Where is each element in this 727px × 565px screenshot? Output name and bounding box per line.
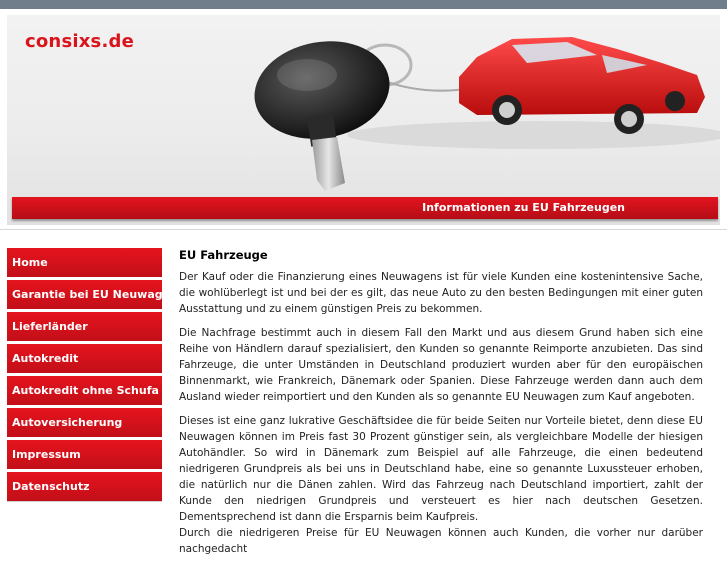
nav-item-autokredit-ohne-schufa[interactable]: Autokredit ohne Schufa <box>7 376 162 405</box>
site-logo[interactable]: consixs.de <box>25 31 134 52</box>
nav-divider <box>7 501 162 502</box>
content-paragraph: Der Kauf oder die Finanzierung eines Neuwagens ist für viele Kunden eine kostenintensive Sache, die wohlüberlegt ist und bei der es gilt, das neue Auto zu den besten Bedingungen mit einer guten Ausstattung und zu einem günstigen Preis zu bekommen. <box>179 271 703 315</box>
main-content <box>179 248 703 565</box>
content-paragraph: Dieses ist eine ganz lukrative Geschäftsidee die für beide Seiten nur Vorteile bietet, denn diese EU Neuwagen können im Preis fast 30 Prozent günstiger sein, als vergleichbare Modelle der hiesigen Autohändler. So wird in Dänemark zum Beispiel auf alle Fahrzeuge, die einen bedeutend niedrigeren Grundpreis als bei uns in Deutschland habe, eine so genannte Luxussteuer erhoben, die natürlich nur die Dänen zahlen. Wird das Fahrzeug nach Deutschland importiert, zahlt der Kunde den niedrigen Grundpreis und versteuert es hier nach deutschen Gesetzen. Dementsprechend ist dann die Ersparnis beim Kaufpreis. <box>179 415 703 523</box>
sidebar-nav <box>7 248 178 504</box>
content-paragraph: Die Nachfrage bestimmt auch in diesem Fall den Markt und aus diesem Grund haben sich eine Reihe von Händlern darauf spezialisiert, den Kunden so genannte Reimporte anzubieten. Das sind Fahrzeuge, die unter Umständen in Deutschland produziert wurden aber für den europäischen Binnenmarkt, wie Frankreich, Dänemark oder Spanien. Diese Fahrzeuge werden dann auch dem Ausland wieder reimportiert und den Kunden als so genannte EU Neuwagen zum Kauf angeboten. <box>179 327 703 403</box>
header-divider <box>0 229 727 230</box>
nav-item-home[interactable]: Home <box>7 248 162 277</box>
nav-item-impressum[interactable]: Impressum <box>7 440 162 469</box>
nav-item-autokredit[interactable]: Autokredit <box>7 344 162 373</box>
nav-item-garantie[interactable]: Garantie bei EU Neuwagen <box>7 280 162 309</box>
nav-item-autoversicherung[interactable]: Autoversicherung <box>7 408 162 437</box>
header-tagline: Informationen zu EU Fahrzeugen <box>422 201 625 214</box>
page-title: EU Fahrzeuge <box>179 248 268 262</box>
top-bar <box>0 0 727 9</box>
nav-item-datenschutz[interactable]: Datenschutz <box>7 472 162 501</box>
header-strip <box>12 197 718 219</box>
content-paragraph: Durch die niedrigeren Preise für EU Neuwagen können auch Kunden, die vorher nur darüber nachgedacht <box>179 527 703 555</box>
header-banner <box>7 15 720 225</box>
nav-item-lieferlaender[interactable]: Lieferländer <box>7 312 162 341</box>
